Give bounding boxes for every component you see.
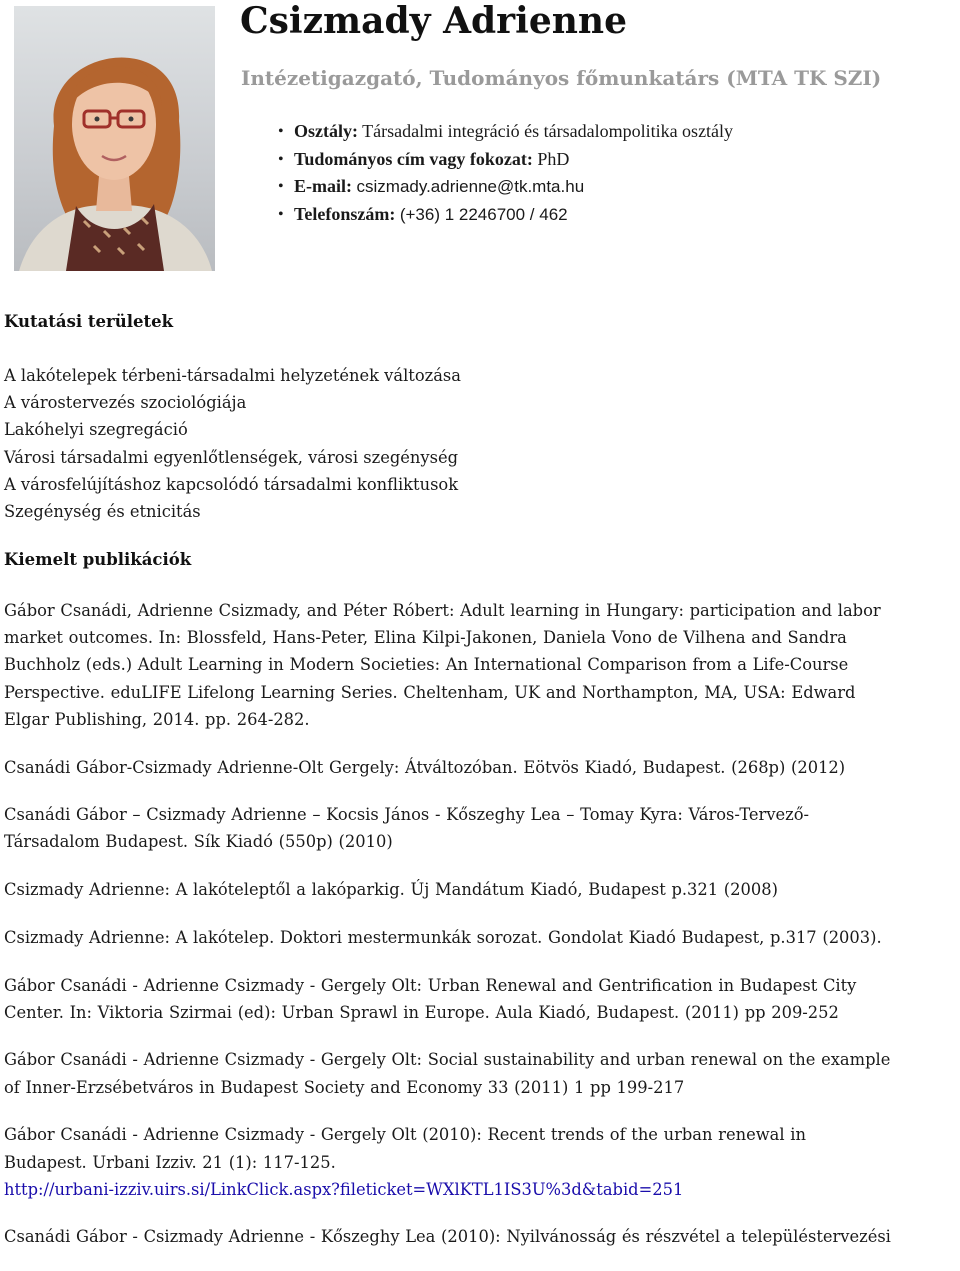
research-item: A városfelújításhoz kapcsolódó társadalmi konfliktusok (4, 474, 459, 494)
publications-heading: Kiemelt publikációk (4, 550, 192, 569)
publication-line: Elgar Publishing, 2014. pp. 264-282. (4, 709, 310, 729)
publication-line: Center. In: Viktoria Szirmai (ed): Urban Sprawl in Europe. Aula Kiadó, Budapest. (2011) pp 209-252 (4, 1002, 839, 1022)
bullet-icon: • (278, 205, 284, 223)
research-item: Lakóhelyi szegregáció (4, 420, 188, 440)
publication-line: Buchholz (eds.) Adult Learning in Modern Societies: An International Comparison from a Life-Course (4, 655, 849, 675)
phone-value: (+36) 1 2246700 / 462 (399, 204, 568, 224)
publication-line: Csanádi Gábor – Csizmady Adrienne – Kocsis János - Kőszeghy Lea – Tomay Kyra: Város-Tervező- (4, 805, 810, 825)
publication-item (4, 1223, 960, 1250)
publication-line: Csizmady Adrienne: A lakóteleptől a lakóparkig. Új Mandátum Kiadó, Budapest p.321 (2008) (4, 880, 778, 900)
fact-phone (278, 201, 733, 229)
fact-degree (278, 146, 733, 174)
publication-line: Perspective. eduLIFE Lifelong Learning Series. Cheltenham, UK and Northampton, MA, USA: Edward (4, 682, 856, 702)
publication-line: of Inner-Erzsébetváros in Budapest Society and Economy 33 (2011) 1 pp 199-217 (4, 1077, 685, 1097)
fact-value: Társadalmi integráció és társadalompolitika osztály (362, 121, 734, 141)
bullet-icon: • (278, 123, 284, 140)
fact-key: E-mail: (294, 176, 352, 196)
person-name: Csizmady Adrienne (240, 0, 627, 42)
publication-line: Csanádi Gábor-Csizmady Adrienne-Olt Gergely: Átváltozóban. Eötvös Kiadó, Budapest. (268p) (2012) (4, 757, 846, 777)
publication-line: Csanádi Gábor - Csizmady Adrienne - Kőszeghy Lea (2010): Nyilvánosság és részvétel a településtervezési (4, 1227, 891, 1247)
profile-photo (14, 6, 215, 271)
publication-line: Gábor Csanádi - Adrienne Csizmady - Gergely Olt: Social sustainability and urban renewal on the example (4, 1050, 891, 1070)
publication-line: Csizmady Adrienne: A lakótelep. Doktori mestermunkák sorozat. Gondolat Kiadó Budapest, p.317 (2003). (4, 927, 882, 947)
publication-line: Gábor Csanádi - Adrienne Csizmady - Gergely Olt: Urban Renewal and Gentrification in Budapest City (4, 975, 857, 995)
research-item: Városi társadalmi egyenlőtlenségek, városi szegénység (4, 447, 459, 467)
publication-item (4, 972, 960, 1026)
research-list (4, 362, 461, 525)
publication-item (4, 754, 960, 781)
research-item: A várostervezés szociológiája (4, 393, 247, 413)
publication-item (4, 597, 960, 733)
person-title: Intézetigazgató, Tudományos főmunkatárs (MTA TK SZI) (241, 66, 882, 90)
fact-department (278, 118, 733, 146)
bullet-icon: • (278, 150, 284, 168)
publication-line: Gábor Csanádi, Adrienne Csizmady, and Péter Róbert: Adult learning in Hungary: participation and labor (4, 601, 881, 620)
publications-list (4, 597, 960, 1271)
fact-value: PhD (537, 148, 570, 169)
publication-item (4, 876, 960, 903)
publication-item (4, 1121, 960, 1203)
fact-email (278, 173, 733, 201)
contact-facts (278, 118, 733, 228)
research-item: A lakótelepek térbeni-társadalmi helyzetének változása (4, 366, 461, 385)
fact-key: Tudományos cím vagy fokozat: (294, 148, 533, 169)
publication-link[interactable]: http://urbani-izziv.uirs.si/LinkClick.aspx?fileticket=WXlKTL1IS3U%3d&tabid=251 (4, 1179, 684, 1199)
publication-line: Budapest. Urbani Izziv. 21 (1): 117-125. (4, 1152, 336, 1172)
research-heading: Kutatási területek (4, 312, 174, 331)
publication-item (4, 801, 960, 855)
email-value[interactable]: csizmady.adrienne@tk.mta.hu (356, 177, 585, 196)
fact-key: Telefonszám: (294, 203, 396, 224)
publication-line: Gábor Csanádi - Adrienne Csizmady - Gergely Olt (2010): Recent trends of the urban renewal in (4, 1125, 806, 1145)
portrait-image (14, 6, 215, 271)
research-item: Szegénység és etnicitás (4, 501, 201, 521)
publication-item (4, 1046, 960, 1100)
bullet-icon: • (278, 178, 284, 195)
publication-line: market outcomes. In: Blossfeld, Hans-Peter, Elina Kilpi-Jakonen, Daniela Vono de Vilhena and Sandra (4, 628, 847, 648)
publication-item (4, 924, 960, 951)
publication-line: Társadalom Budapest. Sík Kiadó (550p) (2010) (4, 832, 393, 852)
fact-key: Osztály: (294, 121, 358, 141)
